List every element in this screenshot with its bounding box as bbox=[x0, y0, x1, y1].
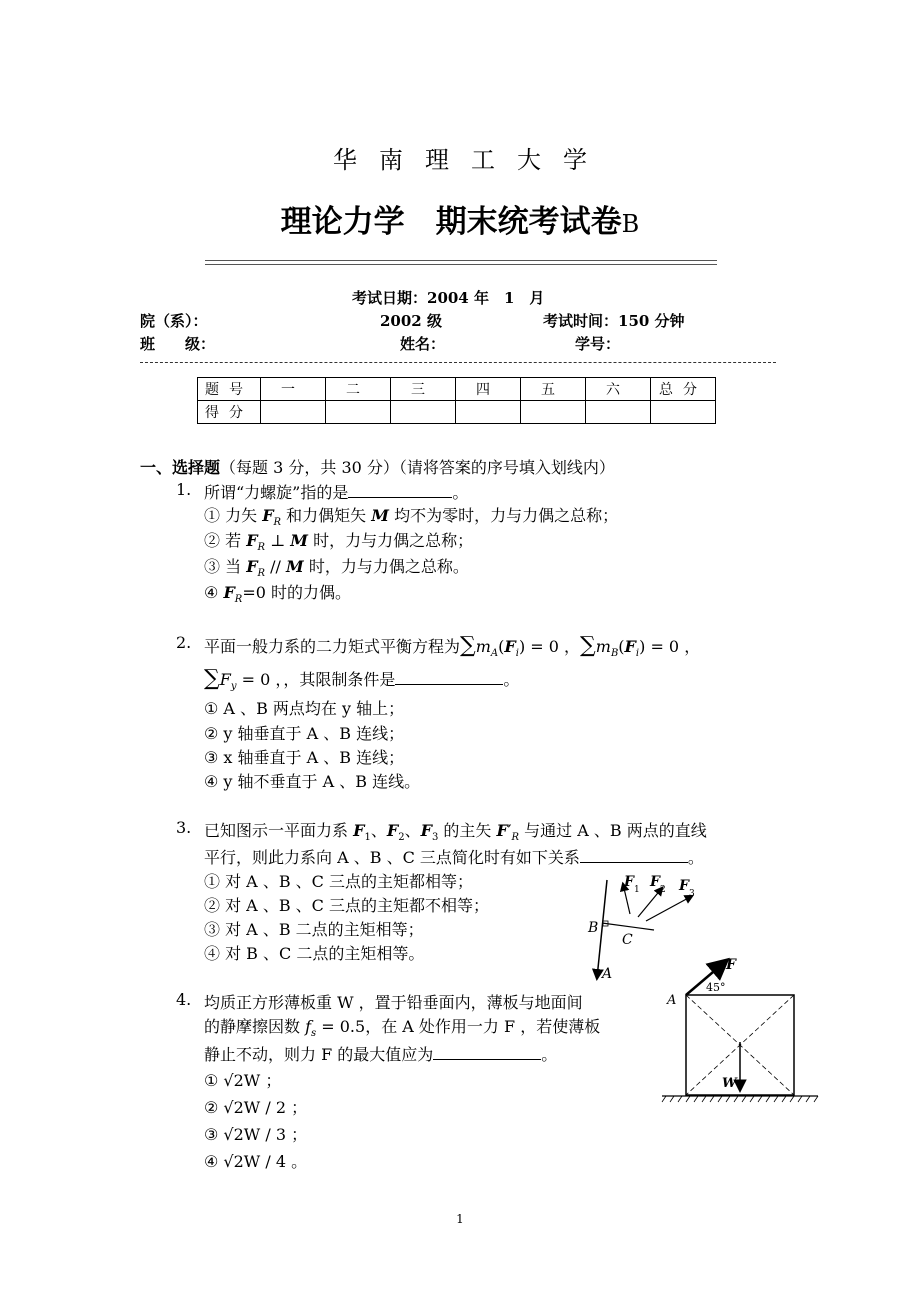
section-title: 一、选择题 bbox=[140, 458, 221, 477]
section-heading bbox=[140, 455, 615, 478]
q1-opt1-b: 和力偶矩矢 bbox=[281, 506, 372, 525]
label-f3: F bbox=[679, 878, 689, 894]
q2-option-4: ④ y 轴不垂直于 A 、B 连线。 bbox=[204, 772, 421, 791]
q1-opt1-c: 均不为零时，力与力偶之总称； bbox=[388, 506, 619, 525]
exam-title-main: 理论力学 期末统考试卷 bbox=[280, 204, 622, 240]
q3-option-4: ④ 对 B 、C 二点的主矩相等。 bbox=[204, 944, 425, 963]
q3-option-3: ③ 对 A 、B 二点的主矩相等； bbox=[204, 920, 424, 939]
q3-stem-a: 已知图示一平面力系 bbox=[204, 821, 354, 840]
q1-opt3-a: ③ 当 bbox=[204, 557, 247, 576]
answer-blank[interactable] bbox=[395, 670, 503, 685]
score-cell-header: 总分 bbox=[651, 378, 716, 401]
score-cell-header: 三 bbox=[391, 378, 456, 401]
q1-option-3: ③ 当 $F_R$ // M 时，力与力偶之总称。 bbox=[204, 557, 469, 580]
score-table-header-row bbox=[198, 378, 716, 401]
name-label: 姓名： bbox=[400, 335, 446, 353]
q4-line2: 的静摩擦因数 $f_s = 0.5$，在 A 处作用一力 F ，若使薄板 bbox=[204, 1017, 601, 1040]
q4-line3-text: 静止不动，则力 F 的最大值应为 bbox=[204, 1045, 434, 1064]
q4-option-4: ④ √2W / 4 。 bbox=[204, 1152, 308, 1171]
q1-stem-text: 所谓“力螺旋”指的是 bbox=[204, 483, 349, 502]
q4-line2-b: ，在 A 处作用一力 F ，若使薄板 bbox=[365, 1017, 601, 1036]
label-f2-sub: 2 bbox=[660, 885, 666, 895]
q1-stem-end: 。 bbox=[452, 483, 469, 502]
score-cell-header: 六 bbox=[586, 378, 651, 401]
q4-line2-a: 的静摩擦因数 bbox=[204, 1017, 306, 1036]
exam-time: 考试时间：150 分钟 bbox=[543, 312, 685, 330]
line-ab bbox=[597, 880, 607, 978]
q2-stem-line2: $\sum F_y = 0$ ，，其限制条件是 。 bbox=[204, 666, 520, 693]
q2-option-1: ① A 、B 两点均在 y 轴上； bbox=[204, 699, 405, 718]
label-b: B bbox=[588, 920, 599, 936]
q3-stem-line2 bbox=[204, 845, 704, 868]
score-cell[interactable] bbox=[391, 401, 456, 424]
q3-stem-line1: 已知图示一平面力系 $F_1$、$F_2$、$F_3$ 的主矢 $F'_R$ 与通过 A 、B 两点的直线 bbox=[204, 821, 707, 844]
q3-number: 3. bbox=[176, 818, 192, 837]
student-id-label: 学号： bbox=[575, 335, 621, 353]
q4-plate-diagram bbox=[660, 954, 820, 1106]
q4-option-1: ① √2W ； bbox=[204, 1071, 282, 1090]
q2-number: 2. bbox=[176, 633, 192, 652]
label-a: A bbox=[602, 966, 613, 982]
ground-hatch bbox=[662, 1096, 818, 1102]
q2-stem-b: ，其限制条件是 bbox=[283, 670, 396, 689]
dept-label: 院（系）： bbox=[140, 312, 208, 330]
score-cell-header: 五 bbox=[521, 378, 586, 401]
q1-stem bbox=[204, 480, 468, 503]
q1-opt2-a: ② 若 bbox=[204, 531, 247, 550]
score-cell-header: 四 bbox=[456, 378, 521, 401]
q2-option-2: ② y 轴垂直于 A 、B 连线； bbox=[204, 724, 405, 743]
answer-blank[interactable] bbox=[433, 1045, 541, 1060]
label-f1: F bbox=[624, 874, 634, 890]
answer-blank[interactable] bbox=[580, 848, 688, 863]
q1-opt3-b: 时，力与力偶之总称。 bbox=[303, 557, 469, 576]
score-table-score-row bbox=[198, 401, 716, 424]
q3-stem-end: 。 bbox=[687, 848, 704, 867]
label-w: W bbox=[722, 1076, 737, 1091]
q4-stem-end: 。 bbox=[541, 1045, 558, 1064]
grade: 2002 级 bbox=[380, 312, 442, 330]
q1-number: 1. bbox=[176, 480, 192, 499]
label-c: C bbox=[622, 932, 633, 948]
q1-opt2-b: 时，力与力偶之总称； bbox=[308, 531, 474, 550]
score-cell[interactable] bbox=[326, 401, 391, 424]
q1-option-4: ④ $F_R=0$ 时的力偶。 bbox=[204, 583, 352, 606]
score-cell[interactable] bbox=[586, 401, 651, 424]
dashed-separator bbox=[140, 362, 776, 363]
class-label: 班 级： bbox=[140, 335, 216, 353]
force-f2-arrow bbox=[638, 888, 662, 917]
score-cell[interactable] bbox=[456, 401, 521, 424]
q3-stem-c: 与通过 A 、B 两点的直线 bbox=[519, 821, 707, 840]
score-cell-header: 题号 bbox=[198, 378, 261, 401]
label-angle: 45° bbox=[706, 981, 726, 994]
score-cell[interactable] bbox=[261, 401, 326, 424]
q1-opt4-a: ④ bbox=[204, 583, 224, 602]
score-cell-header: 二 bbox=[326, 378, 391, 401]
exam-title bbox=[0, 196, 920, 241]
q2-stem-line1: 平面一般力系的二力矩式平衡方程为$\sum m_A(F_i) = 0$ ，$\sum m_B(F_i) = 0$ ， bbox=[204, 633, 701, 660]
score-cell[interactable] bbox=[651, 401, 716, 424]
q2-stem-a: 平面一般力系的二力矩式平衡方程为 bbox=[204, 637, 461, 656]
score-row-label: 得分 bbox=[198, 401, 261, 424]
q3-stem-line2-text: 平行，则此力系向 A 、B 、C 三点简化时有如下关系 bbox=[204, 848, 580, 867]
q1-option-2: ② 若 $F_R$ ⊥ M 时，力与力偶之总称； bbox=[204, 531, 474, 554]
q3-stem-b: 的主矢 bbox=[438, 821, 497, 840]
exam-title-suffix: B bbox=[621, 210, 640, 238]
q1-opt4-b: =0 时的力偶。 bbox=[242, 583, 352, 602]
score-cell[interactable] bbox=[521, 401, 586, 424]
score-cell-header: 一 bbox=[261, 378, 326, 401]
answer-blank[interactable] bbox=[348, 483, 452, 498]
q4-line3 bbox=[204, 1042, 557, 1065]
university-name: 华南理工大学 bbox=[333, 146, 609, 174]
label-a: A bbox=[667, 993, 677, 1008]
q3-option-2: ② 对 A 、B 、C 三点的主矩都不相等； bbox=[204, 896, 489, 915]
q4-number: 4. bbox=[176, 990, 192, 1009]
q2-stem-end: 。 bbox=[503, 670, 520, 689]
label-f3-sub: 3 bbox=[689, 889, 695, 899]
q1-option-1: ① 力矢 $F_R$ 和力偶矩矢 M 均不为零时，力与力偶之总称； bbox=[204, 506, 619, 529]
section-note: （每题 3 分，共 30 分）（请将答案的序号填入划线内） bbox=[220, 458, 615, 477]
q4-option-2: ② √2W / 2 ； bbox=[204, 1098, 308, 1117]
exam-date: 考试日期：2004 年 1 月 bbox=[352, 289, 545, 307]
q1-opt1-a: ① 力矢 bbox=[204, 506, 263, 525]
q2-option-3: ③ x 轴垂直于 A 、B 连线； bbox=[204, 748, 405, 767]
label-f: F bbox=[726, 957, 736, 973]
q3-option-1: ① 对 A 、B 、C 三点的主矩都相等； bbox=[204, 872, 473, 891]
line-bc bbox=[602, 923, 654, 930]
label-f1-sub: 1 bbox=[634, 885, 640, 895]
label-f2: F bbox=[650, 874, 660, 890]
q4-option-3: ③ √2W / 3 ； bbox=[204, 1125, 308, 1144]
page-number: 1 bbox=[456, 1212, 464, 1226]
double-rule bbox=[205, 260, 717, 265]
score-table bbox=[197, 377, 716, 424]
q4-line1: 均质正方形薄板重 W ，置于铅垂面内，薄板与地面间 bbox=[204, 993, 583, 1012]
